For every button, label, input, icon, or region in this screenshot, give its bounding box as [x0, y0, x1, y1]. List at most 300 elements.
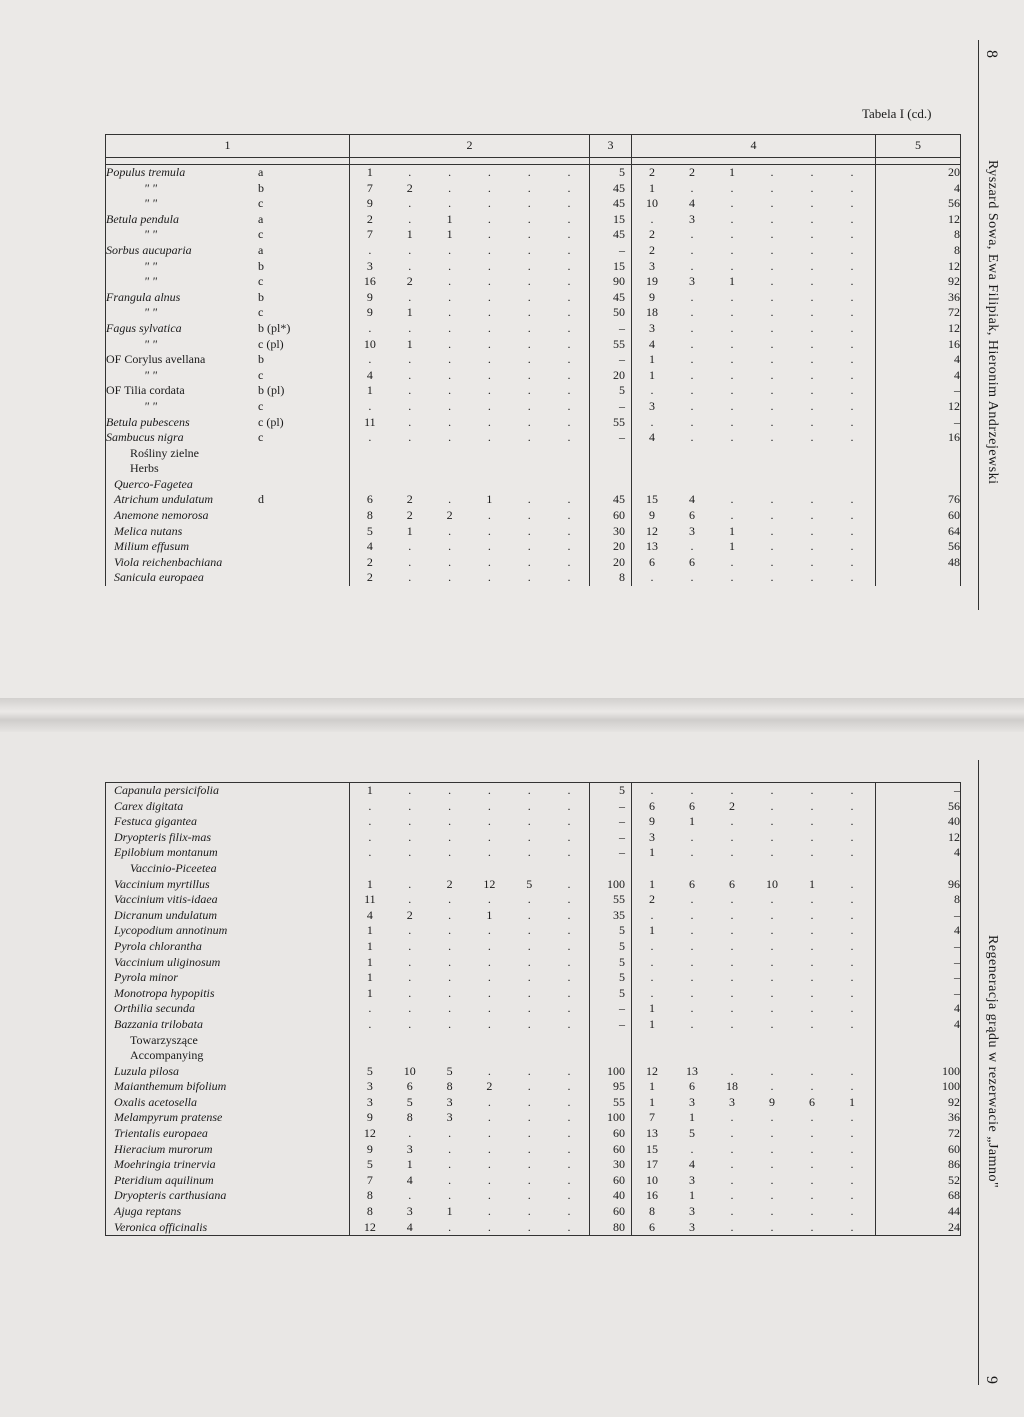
cell-value: 1 [729, 523, 735, 538]
cell-value: . [850, 814, 854, 829]
cell-value: . [567, 320, 571, 335]
frequency-cell: 55 [590, 337, 632, 353]
cell-value: . [810, 1110, 814, 1125]
cell-value: 4 [366, 539, 373, 554]
species-label: Populus tremula [106, 165, 186, 179]
cell-value: . [527, 274, 531, 289]
cell-value: . [527, 383, 531, 398]
layer-code: b [258, 352, 264, 367]
cell-value: 3 [446, 1110, 453, 1125]
cell-value: . [527, 845, 531, 860]
table-header-row [106, 135, 961, 158]
cell-value: . [850, 829, 854, 844]
cover-2-cells [350, 892, 590, 908]
cell-value: . [448, 180, 452, 195]
cell-value: . [850, 570, 854, 585]
cover-2-cells [350, 321, 590, 337]
cell-value: . [850, 398, 854, 413]
cell-value: . [850, 938, 854, 953]
species-label: Epilobium montanum [114, 845, 218, 860]
cell-value: . [690, 227, 694, 242]
frequency-cell-5: 56 [876, 539, 961, 555]
cell-value: . [730, 845, 734, 860]
frequency-cell: 60 [590, 1173, 632, 1189]
frequency-cell: 8 [590, 570, 632, 586]
cell-value: . [527, 414, 531, 429]
cell-value: . [567, 383, 571, 398]
table-row [106, 368, 961, 384]
cell-value: . [567, 970, 571, 985]
cell-value: 4 [689, 196, 695, 211]
cover-4-cells [632, 955, 876, 971]
species-name [106, 1126, 350, 1142]
cell-value: . [690, 430, 694, 445]
cell-value: . [567, 1063, 571, 1078]
frequency-cell: 30 [590, 524, 632, 540]
cell-value: . [567, 1079, 571, 1094]
cell-value: . [448, 242, 452, 257]
cell-value: 6 [689, 876, 695, 891]
cell-value: . [527, 492, 531, 507]
cover-2-cells [350, 908, 590, 924]
frequency-cell: – [590, 845, 632, 861]
cell-value: 9 [649, 814, 655, 829]
species-name [106, 1157, 350, 1173]
cell-value: . [567, 783, 571, 797]
cell-value: . [810, 1063, 814, 1078]
cell-value: . [448, 274, 452, 289]
cover-2-cells [350, 1204, 590, 1220]
table-row [106, 1064, 961, 1080]
cell-value: . [850, 336, 854, 351]
frequency-cell-5: 92 [876, 274, 961, 290]
frequency-cell-5: – [876, 908, 961, 924]
cell-value: . [770, 398, 774, 413]
species-label: " " [144, 258, 158, 273]
cell-value: . [448, 783, 452, 797]
table-row [106, 446, 961, 462]
cell-value: 5 [366, 1063, 373, 1078]
cell-value: . [487, 1063, 491, 1078]
cell-value: . [730, 180, 734, 195]
frequency-cell-5: 4 [876, 1017, 961, 1033]
frequency-cell: 5 [590, 955, 632, 971]
cell-value: . [368, 1016, 372, 1031]
cell-value: . [810, 383, 814, 398]
cell-value: . [408, 814, 412, 829]
cover-4-cells [632, 1048, 876, 1064]
cell-value: . [408, 876, 412, 891]
cell-value: . [690, 1016, 694, 1031]
cover-4-cells [632, 861, 876, 877]
cell-value: 2 [649, 242, 655, 257]
cell-value: . [770, 1126, 774, 1141]
cell-value: 4 [689, 492, 695, 507]
cover-2-cells [350, 1033, 590, 1049]
cell-value: 1 [649, 876, 655, 891]
cell-value: . [567, 508, 571, 523]
cell-value: . [650, 211, 654, 226]
cell-value: . [487, 554, 491, 569]
cover-4-cells [632, 492, 876, 508]
cell-value: . [567, 923, 571, 938]
cell-value: . [527, 554, 531, 569]
cell-value: . [567, 814, 571, 829]
cell-value: . [690, 367, 694, 382]
cell-value: . [487, 1016, 491, 1031]
cover-4-cells [632, 243, 876, 259]
cell-value: . [567, 1016, 571, 1031]
cell-value: . [810, 938, 814, 953]
cover-4-cells [632, 799, 876, 815]
cell-value: . [448, 539, 452, 554]
cell-value: . [448, 1157, 452, 1172]
cell-value: . [730, 1063, 734, 1078]
frequency-cell: 55 [590, 892, 632, 908]
species-label: Moehringia trinervia [114, 1157, 216, 1172]
species-label: Dryopteris filix-mas [114, 829, 211, 844]
cell-value: 3 [689, 1204, 695, 1219]
cell-value: . [567, 1126, 571, 1141]
cell-value: 2 [366, 211, 373, 226]
cell-value: . [850, 320, 854, 335]
cell-value: . [850, 907, 854, 922]
cell-value: . [650, 954, 654, 969]
cell-value: . [487, 180, 491, 195]
frequency-cell: 100 [590, 1064, 632, 1080]
frequency-cell-5: 52 [876, 1173, 961, 1189]
cell-value: 9 [366, 1110, 373, 1125]
cell-value: 6 [689, 508, 695, 523]
species-label: Melampyrum pratense [114, 1110, 223, 1125]
cell-value: . [567, 1110, 571, 1125]
page-fold [0, 698, 1024, 732]
cell-value: . [690, 1141, 694, 1156]
cell-value: . [487, 211, 491, 226]
cell-value: 10 [363, 336, 376, 351]
cell-value: . [567, 492, 571, 507]
cell-value: . [850, 1141, 854, 1156]
table-row [106, 196, 961, 212]
cell-value: 6 [649, 1219, 655, 1234]
cell-value: 1 [366, 985, 373, 1000]
cover-4-cells [632, 1173, 876, 1189]
cell-value: . [487, 970, 491, 985]
cell-value: . [730, 1110, 734, 1125]
cell-value: . [487, 196, 491, 211]
cover-4-cells [632, 1110, 876, 1126]
cell-value: . [408, 196, 412, 211]
species-label: Milium effusum [114, 539, 189, 554]
cell-value: 1 [729, 539, 735, 554]
cell-value: . [448, 196, 452, 211]
cell-value: 9 [649, 289, 655, 304]
frequency-cell-5: 12 [876, 321, 961, 337]
cell-value: . [770, 289, 774, 304]
cell-value: 12 [363, 1126, 376, 1141]
cell-value: . [448, 258, 452, 273]
cell-value: . [527, 1110, 531, 1125]
cell-value: 2 [729, 798, 735, 813]
cell-value: . [850, 554, 854, 569]
cell-value: . [527, 180, 531, 195]
cover-4-cells [632, 555, 876, 571]
cover-4-cells [632, 539, 876, 555]
frequency-cell: – [590, 399, 632, 415]
cell-value: . [850, 227, 854, 242]
cell-value: . [567, 1157, 571, 1172]
cell-value: . [487, 508, 491, 523]
cell-value: . [850, 1016, 854, 1031]
cover-4-cells [632, 196, 876, 212]
cell-value: . [730, 211, 734, 226]
cell-value: 6 [649, 554, 655, 569]
cell-value: . [850, 1204, 854, 1219]
layer-code: b (pl) [258, 383, 285, 398]
frequency-cell: – [590, 321, 632, 337]
cell-value: . [527, 398, 531, 413]
cell-value: . [567, 336, 571, 351]
species-label: Sorbus aucuparia [106, 242, 192, 257]
cell-value: . [810, 1204, 814, 1219]
cell-value: . [567, 829, 571, 844]
table-row [106, 1110, 961, 1126]
cover-2-cells [350, 1188, 590, 1204]
cell-value: 3 [689, 211, 695, 226]
species-label: Sanicula europaea [114, 570, 204, 585]
species-name [106, 383, 350, 399]
cell-value: 3 [406, 1204, 413, 1219]
table-row [106, 814, 961, 830]
cover-2-cells [350, 243, 590, 259]
cell-value: . [408, 539, 412, 554]
cell-value: 1 [366, 783, 373, 797]
cell-value: . [368, 398, 372, 413]
cell-value: . [408, 430, 412, 445]
cell-value: 15 [646, 1141, 658, 1156]
cell-value: . [408, 985, 412, 1000]
cell-value: . [368, 1001, 372, 1016]
cell-value: . [810, 352, 814, 367]
cell-value: . [770, 274, 774, 289]
cell-value: 19 [646, 274, 658, 289]
cell-value: . [850, 352, 854, 367]
cell-value: . [408, 554, 412, 569]
frequency-cell: – [590, 1017, 632, 1033]
cell-value: . [730, 430, 734, 445]
cover-2-cells [350, 539, 590, 555]
cell-value: 16 [363, 274, 376, 289]
cell-value: . [487, 274, 491, 289]
cell-value: 1 [366, 938, 373, 953]
cell-value: 2 [689, 165, 695, 179]
cell-value: 2 [366, 554, 373, 569]
cell-value: . [567, 554, 571, 569]
cell-value: 7 [366, 227, 373, 242]
cover-4-cells [632, 877, 876, 893]
species-label: Atrichum undulatum [114, 492, 213, 507]
cell-value: . [690, 242, 694, 257]
species-name [106, 1079, 350, 1095]
cover-2-cells [350, 196, 590, 212]
cell-value: . [850, 798, 854, 813]
cell-value: 4 [366, 367, 373, 382]
cell-value: . [850, 305, 854, 320]
cell-value: 8 [366, 1204, 373, 1219]
cover-2-cells [350, 274, 590, 290]
table-row [106, 383, 961, 399]
cell-value: . [810, 1172, 814, 1187]
cell-value: 8 [649, 1204, 655, 1219]
cell-value: . [567, 352, 571, 367]
frequency-cell-5: 16 [876, 337, 961, 353]
cell-value: . [567, 274, 571, 289]
cell-value: . [408, 211, 412, 226]
cell-value: 4 [366, 907, 373, 922]
cell-value: 10 [646, 196, 658, 211]
cover-4-cells [632, 352, 876, 368]
cover-4-cells [632, 830, 876, 846]
frequency-cell: – [590, 352, 632, 368]
species-name [106, 352, 350, 368]
cell-value: . [850, 196, 854, 211]
cover-2-cells [350, 524, 590, 540]
layer-code: b [258, 289, 264, 304]
cell-value: . [850, 430, 854, 445]
cell-value: . [850, 1157, 854, 1172]
cell-value: 1 [406, 305, 413, 320]
cell-value: 2 [486, 1079, 493, 1094]
species-name [106, 274, 350, 290]
cell-value: 3 [366, 258, 373, 273]
table-row [106, 1017, 961, 1033]
cell-value: . [850, 876, 854, 891]
table-row [106, 165, 961, 181]
cell-value: 12 [646, 1063, 658, 1078]
cell-value: 1 [446, 211, 453, 226]
species-name [106, 259, 350, 275]
species-name [106, 861, 350, 877]
cell-value: 9 [366, 196, 373, 211]
cell-value: . [690, 305, 694, 320]
frequency-cell: 80 [590, 1220, 632, 1236]
cell-value: . [730, 923, 734, 938]
cell-value: . [487, 1001, 491, 1016]
table-row [106, 290, 961, 306]
species-name [106, 877, 350, 893]
cover-2-cells [350, 799, 590, 815]
cell-value: 2 [406, 508, 413, 523]
cell-value: 1 [406, 523, 413, 538]
cover-2-cells [350, 986, 590, 1002]
cell-value: . [810, 954, 814, 969]
species-name [106, 1001, 350, 1017]
cell-value: . [650, 383, 654, 398]
cell-value: . [730, 398, 734, 413]
frequency-cell-5: 4 [876, 1001, 961, 1017]
cell-value: . [448, 954, 452, 969]
table-row [106, 845, 961, 861]
table-row [106, 1048, 961, 1064]
page-number-left: 8 [983, 50, 1000, 58]
species-label: Dicranum undulatum [114, 907, 217, 922]
cell-value: . [730, 352, 734, 367]
table-row [106, 892, 961, 908]
cell-value: . [770, 1141, 774, 1156]
cell-value: 5 [689, 1126, 695, 1141]
cell-value: . [810, 414, 814, 429]
cover-4-cells [632, 399, 876, 415]
cell-value: 5 [366, 523, 373, 538]
cell-value: 2 [406, 907, 413, 922]
cell-value: . [448, 352, 452, 367]
cover-4-cells [632, 508, 876, 524]
cell-value: . [527, 523, 531, 538]
cell-value: . [567, 242, 571, 257]
cell-value: 12 [483, 876, 496, 891]
cell-value: . [487, 523, 491, 538]
species-name [106, 845, 350, 861]
cell-value: . [408, 829, 412, 844]
running-head-title: Regeneracja grądu w rezerwacie „Jamno" [985, 935, 1000, 1189]
frequency-cell: 5 [590, 783, 632, 799]
table-row [106, 492, 961, 508]
cell-value: . [487, 892, 491, 907]
cell-value: . [810, 1141, 814, 1156]
species-name [106, 1033, 350, 1049]
table-row [106, 321, 961, 337]
cell-value: . [408, 414, 412, 429]
cell-value: . [527, 954, 531, 969]
species-label: Carex digitata [114, 798, 184, 813]
cell-value: . [527, 985, 531, 1000]
cover-2-cells [350, 368, 590, 384]
cell-value: . [448, 845, 452, 860]
cell-value: 2 [446, 508, 453, 523]
frequency-cell-5 [876, 461, 961, 477]
cell-value: 1 [366, 970, 373, 985]
cell-value: 1 [366, 876, 373, 891]
cell-value: 1 [366, 954, 373, 969]
cell-value: . [527, 814, 531, 829]
cell-value: . [448, 570, 452, 585]
cell-value: . [487, 1188, 491, 1203]
species-label: Vaccinio-Piceetea [130, 860, 217, 875]
cover-2-cells [350, 290, 590, 306]
cell-value: . [770, 970, 774, 985]
species-label: Anemone nemorosa [114, 508, 209, 523]
cell-value: . [770, 258, 774, 273]
cell-value: . [487, 398, 491, 413]
cell-value: . [730, 970, 734, 985]
cover-2-cells [350, 415, 590, 431]
table-row [106, 986, 961, 1002]
cell-value: . [368, 829, 372, 844]
cover-4-cells [632, 274, 876, 290]
cell-value: . [650, 570, 654, 585]
cell-value: . [487, 783, 491, 797]
cover-2-cells [350, 923, 590, 939]
cell-value: . [690, 539, 694, 554]
cell-value: . [368, 798, 372, 813]
cell-value: . [810, 829, 814, 844]
cell-value: 1 [649, 1016, 655, 1031]
cover-2-cells [350, 1157, 590, 1173]
cover-2-cells [350, 399, 590, 415]
species-label: " " [144, 305, 158, 320]
cell-value: . [810, 492, 814, 507]
cell-value: . [810, 570, 814, 585]
